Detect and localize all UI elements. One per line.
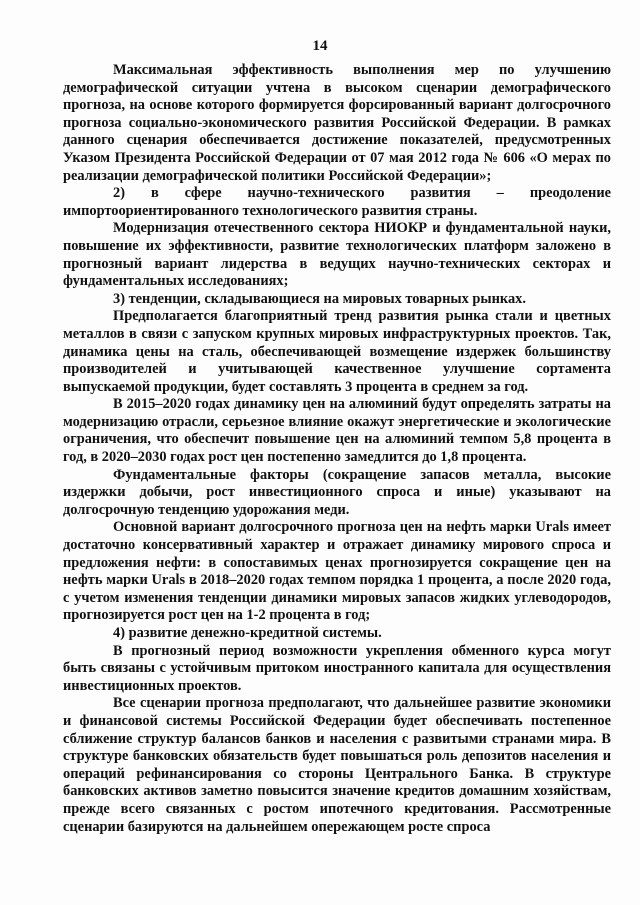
paragraph-steel-metals: Предполагается благоприятный тренд развития рынка стали и цветных металлов в связи с запуском крупных мировых инфраструктурных проектов. Так, динамика цены на сталь, обеспечивающей возмещение издержек большинству производителей и учитывающей качественное улучшение сортамента выпускаемой продукции, будет составлять 3 процента в среднем за год. — [63, 308, 611, 395]
paragraph-rnd-modernization: Модернизация отечественного сектора НИОКР и фундаментальной науки, повышение их эффективности, развитие технологических платформ заложено в прогнозный вариант лидерства в ведущих научно-технических секторах и фундаментальных исследованиях; — [63, 220, 611, 290]
page-number: 14 — [312, 38, 328, 54]
paragraph-exchange-rate: В прогнозный период возможности укрепления обменного курса могут быть связаны с устойчивым притоком иностранного капитала для осуществления инвестиционных проектов. — [63, 642, 611, 694]
document-body — [63, 62, 611, 836]
paragraph-demography: Максимальная эффективность выполнения мер по улучшению демографической ситуации учтена в высоком сценарии демографического прогноза, на основе которого формируется форсированный вариант долгосрочного прогноза социально-экономического развития Российской Федерации. В рамках данного сценария обеспечивается достижение показателей, предусмотренных Указом Президента Российской Федерации от 07 мая 2012 года № 606 «О мерах по реализации демографической политики Российской Федерации»; — [63, 62, 611, 184]
paragraph-monetary-system: 4) развитие денежно-кредитной системы. — [113, 625, 382, 641]
paragraph-copper: Фундаментальные факторы (сокращение запасов металла, высокие издержки добычи, рост инвестиционного спроса и иные) указывают на долгосрочную тенденцию удорожания меди. — [63, 466, 611, 518]
paragraph-oil-urals: Основной вариант долгосрочного прогноза цен на нефть марки Urals имеет достаточно консервативный характер и отражает динамику мирового спроса и предложения нефти: в сопоставимых ценах прогнозируется сокращение цен на нефть марки Urals в 2018–2020 годах темпом порядка 1 процента, а после 2020 года, с учетом изменения тенденции динамики мировых запасов жидких углеводородов, прогнозируется рост цен на 1-2 процента в год; — [63, 519, 611, 624]
paragraph-commodity-trends: 3) тенденции, складывающиеся на мировых товарных рынках. — [113, 290, 526, 307]
paragraph-science-tech: 2) в сфере научно-технического развития – преодоление импортоориентированного технологического развития страны. — [63, 185, 611, 219]
paragraph-aluminum: В 2015–2020 годах динамику цен на алюминий будут определять затраты на модернизацию отрасли, серьезное влияние окажут энергетические и экологические ограничения, что обеспечит повышение цен на алюминий темпом 5,8 процента в год, в 2020–2030 годах рост цен постепенно замедлится до 1,8 процента. — [63, 396, 611, 466]
paragraph-banking-structure: Все сценарии прогноза предполагают, что дальнейшее развитие экономики и финансовой системы Российской Федерации будет обеспечивать постепенное сближение структур балансов банков и населения с развитыми странами мира. В структуре банковских обязательств будет повышаться роль депозитов населения и операций рефинансирования со стороны Центрального Банка. В структуре банковских активов заметно повысится значение кредитов домашним хозяйствам, прежде всего связанных с ростом ипотечного кредитования. Рассмотренные сценарии базируются на дальнейшем опережающем росте спроса — [63, 695, 611, 835]
